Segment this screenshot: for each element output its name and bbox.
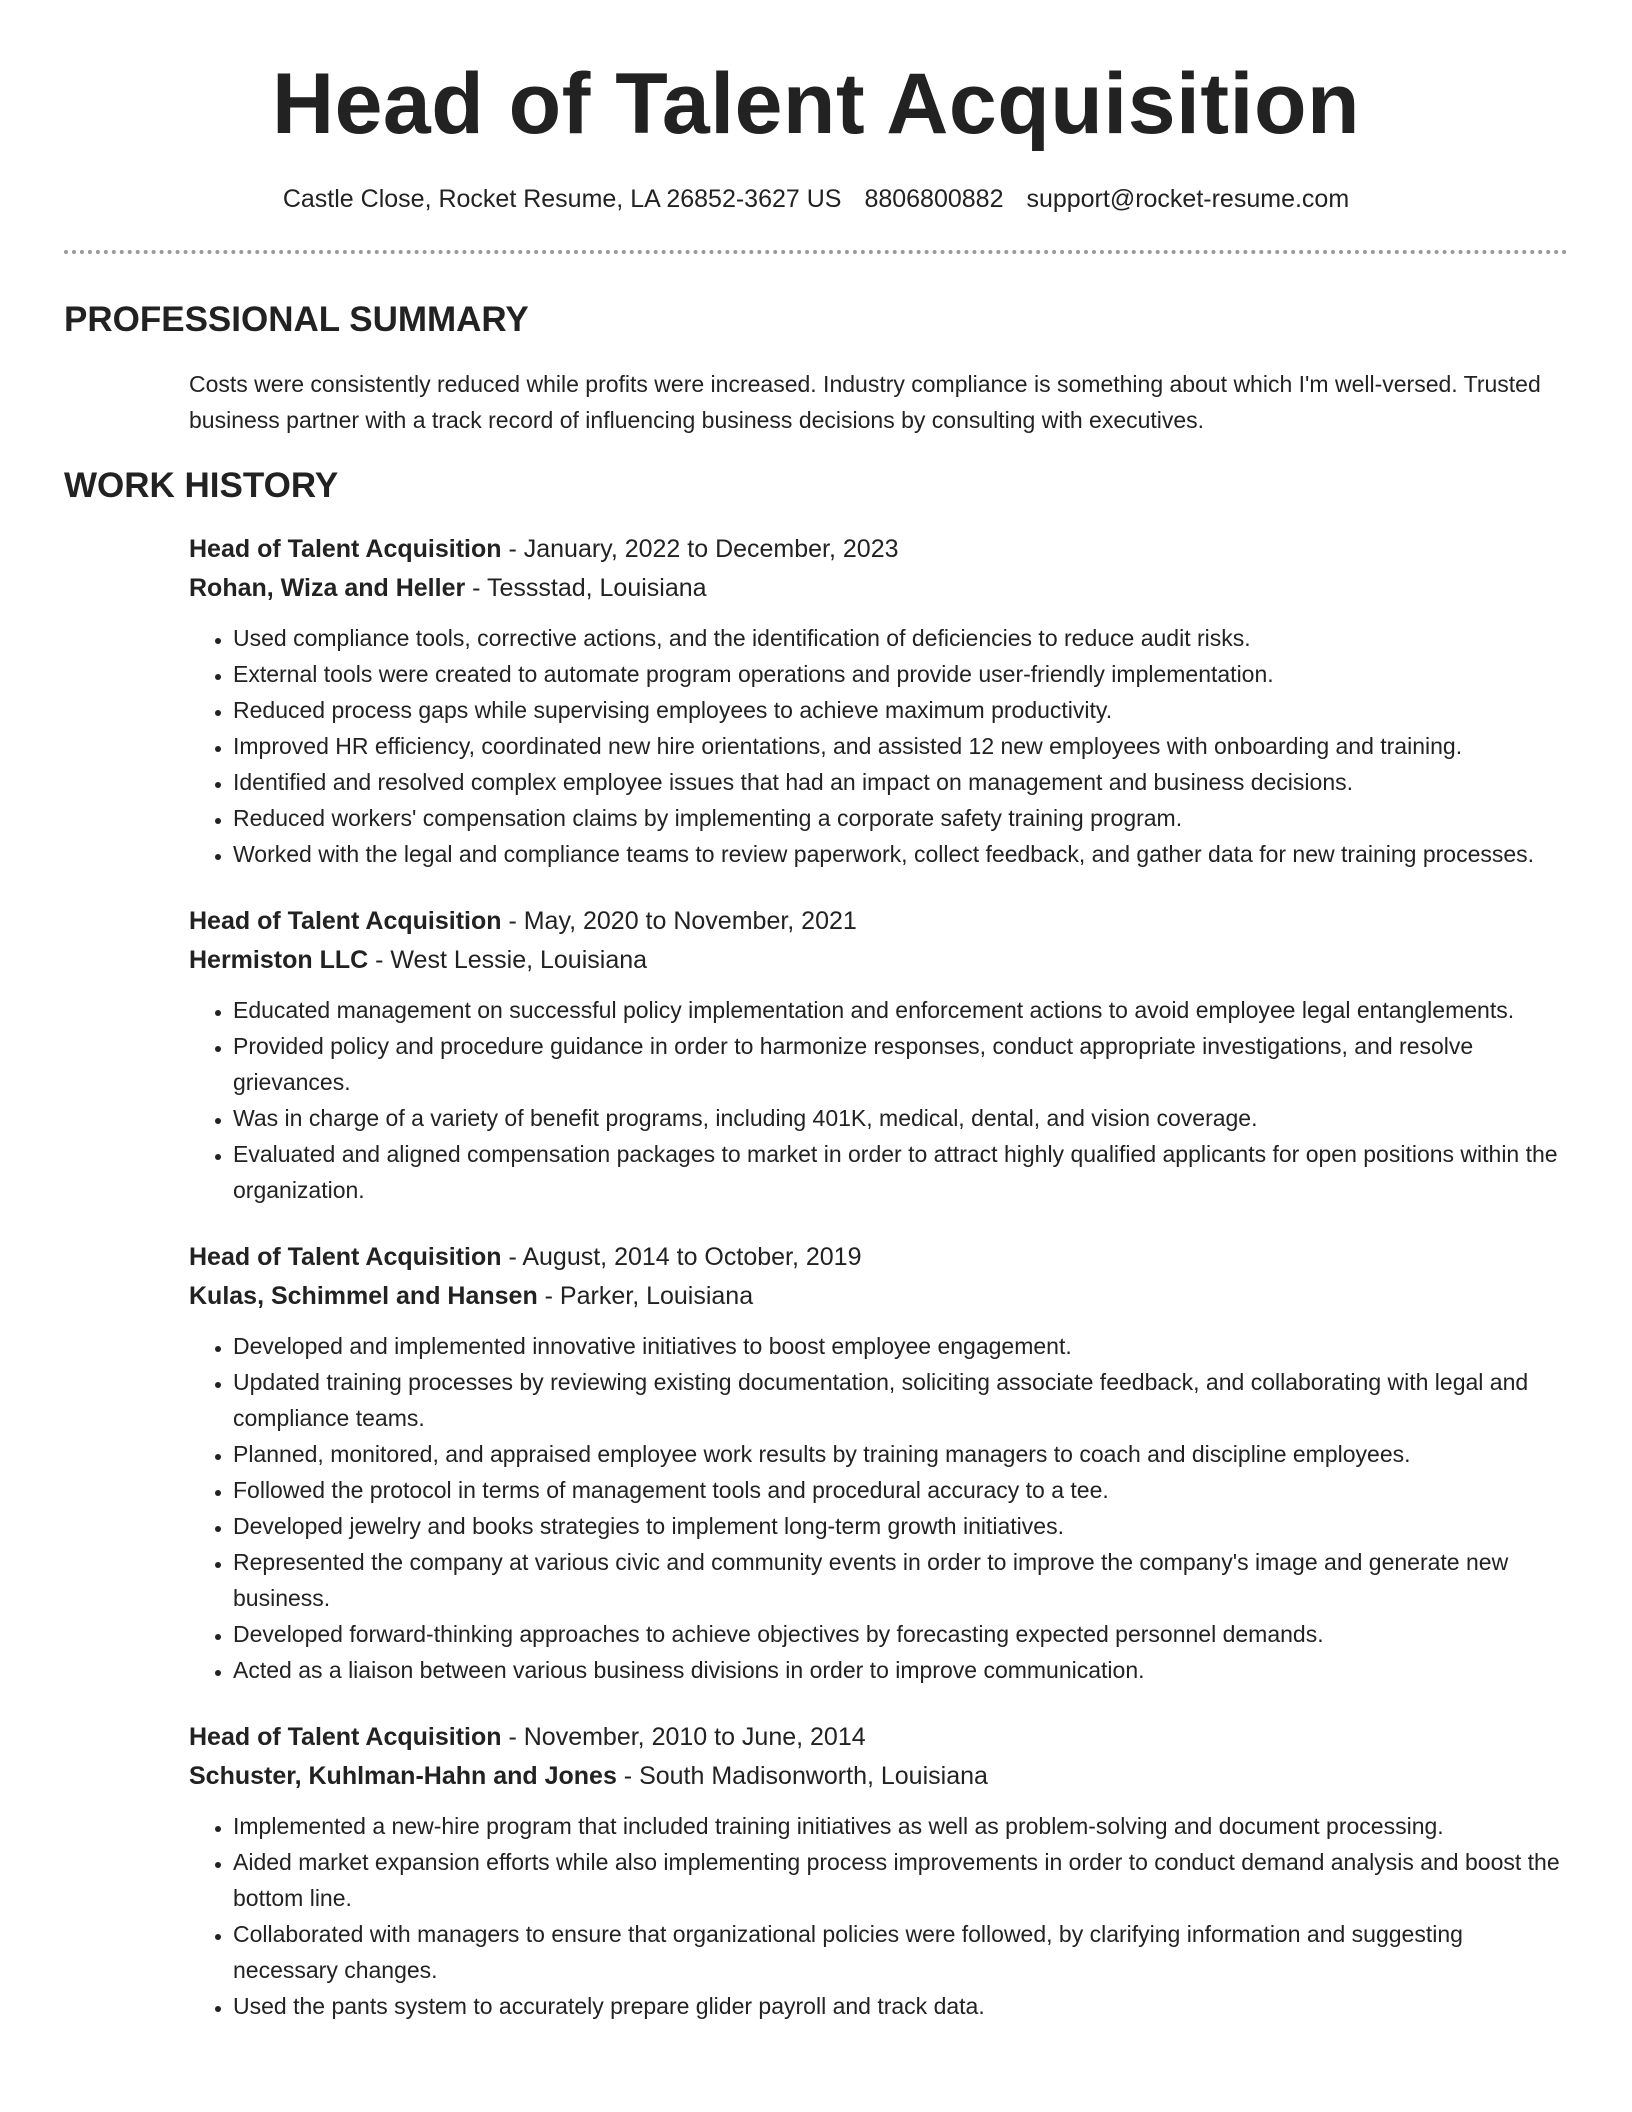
job-role: Head of Talent Acquisition — [189, 1723, 502, 1751]
job-role: Head of Talent Acquisition — [189, 535, 502, 563]
candidate-name-heading: Head of Talent Acquisition — [271, 56, 1361, 152]
job-bullet: • Planned, monitored, and appraised employee work results by training managers to coach and discipline employees. — [233, 1436, 1569, 1472]
job-title-line — [189, 1718, 1569, 1757]
summary-text: Costs were consistently reduced while profits were increased. Industry compliance is something about which I'm well-versed. Trusted business partner with a track record of influencing business decisions by consulting with executives. — [189, 371, 1541, 433]
job-bullet: • Evaluated and aligned compensation packages to market in order to attract highly qualified applicants for open positions within the organization. — [233, 1136, 1569, 1208]
job-bullet: • Implemented a new-hire program that included training initiatives as well as problem-solving and document processing. — [233, 1808, 1569, 1844]
job-bullet: • Developed and implemented innovative initiatives to boost employee engagement. — [233, 1328, 1569, 1364]
job-dates: - November, 2010 to June, 2014 — [501, 1723, 866, 1751]
job-company-line — [189, 941, 1569, 980]
header-divider — [64, 250, 1568, 254]
job-bullet: • Followed the protocol in terms of management tools and procedural accuracy to a tee. — [233, 1472, 1569, 1508]
contact-line — [0, 182, 1632, 216]
job-dates: - August, 2014 to October, 2019 — [501, 1243, 862, 1271]
job-entry — [189, 530, 1569, 872]
job-company-line — [189, 1757, 1569, 1796]
job-title-line — [189, 530, 1569, 569]
job-location: - South Madisonworth, Louisiana — [616, 1762, 988, 1790]
job-bullet: • Identified and resolved complex employee issues that had an impact on management and business decisions. — [233, 764, 1569, 800]
job-bullet: • Reduced process gaps while supervising employees to achieve maximum productivity. — [233, 692, 1569, 728]
job-bullet: • Educated management on successful policy implementation and enforcement actions to avoid employee legal entanglements. — [233, 992, 1569, 1028]
job-bullet-list — [189, 1328, 1569, 1688]
summary-section-title: PROFESSIONAL SUMMARY — [64, 300, 529, 339]
job-company-line — [189, 569, 1569, 608]
job-bullet-list — [189, 620, 1569, 872]
job-entry — [189, 1238, 1569, 1688]
job-title-line — [189, 1238, 1569, 1277]
contact-email: support@rocket-resume.com — [1026, 185, 1350, 213]
job-bullet: • Provided policy and procedure guidance in order to harmonize responses, conduct appropriate investigations, and resolve grievances. — [233, 1028, 1569, 1100]
job-bullet: • Used compliance tools, corrective actions, and the identification of deficiencies to reduce audit risks. — [233, 620, 1569, 656]
job-role: Head of Talent Acquisition — [189, 1243, 502, 1271]
work-history-list — [189, 530, 1569, 2054]
job-bullet: • Used the pants system to accurately prepare glider payroll and track data. — [233, 1988, 1569, 2024]
job-title-line — [189, 902, 1569, 941]
job-bullet: • Represented the company at various civic and community events in order to improve the company's image and generate new business. — [233, 1544, 1569, 1616]
job-bullet: • Acted as a liaison between various business divisions in order to improve communication. — [233, 1652, 1569, 1688]
job-location: - West Lessie, Louisiana — [368, 946, 648, 974]
job-dates: - May, 2020 to November, 2021 — [501, 907, 857, 935]
job-dates: - January, 2022 to December, 2023 — [501, 535, 899, 563]
contact-phone: 8806800882 — [864, 185, 1004, 213]
job-bullet: • Was in charge of a variety of benefit programs, including 401K, medical, dental, and vision coverage. — [233, 1100, 1569, 1136]
job-bullet: • Aided market expansion efforts while also implementing process improvements in order to conduct demand analysis and boost the bottom line. — [233, 1844, 1569, 1916]
job-company: Rohan, Wiza and Heller — [189, 574, 466, 602]
job-bullet-list — [189, 992, 1569, 1208]
job-bullet: • Improved HR efficiency, coordinated new hire orientations, and assisted 12 new employees with onboarding and training. — [233, 728, 1569, 764]
job-company: Hermiston LLC — [189, 946, 369, 974]
job-bullet: • Developed jewelry and books strategies to implement long-term growth initiatives. — [233, 1508, 1569, 1544]
job-bullet: • Collaborated with managers to ensure that organizational policies were followed, by clarifying information and suggesting necessary changes. — [233, 1916, 1569, 1988]
job-role: Head of Talent Acquisition — [189, 907, 502, 935]
job-bullet: • Reduced workers' compensation claims by implementing a corporate safety training program. — [233, 800, 1569, 836]
job-entry — [189, 902, 1569, 1208]
job-company-line — [189, 1277, 1569, 1316]
work-history-section-title: WORK HISTORY — [64, 466, 339, 505]
job-company: Schuster, Kuhlman-Hahn and Jones — [189, 1762, 617, 1790]
job-bullet: • Worked with the legal and compliance teams to review paperwork, collect feedback, and gather data for new training processes. — [233, 836, 1569, 872]
job-bullet-list — [189, 1808, 1569, 2024]
job-company: Kulas, Schimmel and Hansen — [189, 1282, 538, 1310]
job-bullet: • Developed forward-thinking approaches to achieve objectives by forecasting expected personnel demands. — [233, 1616, 1569, 1652]
job-bullet: • Updated training processes by reviewing existing documentation, soliciting associate feedback, and collaborating with legal and compliance teams. — [233, 1364, 1569, 1436]
job-entry — [189, 1718, 1569, 2024]
contact-address: Castle Close, Rocket Resume, LA 26852-3627 US — [282, 185, 842, 213]
job-location: - Parker, Louisiana — [537, 1282, 754, 1310]
job-bullet: • External tools were created to automate program operations and provide user-friendly implementation. — [233, 656, 1569, 692]
job-location: - Tessstad, Louisiana — [465, 574, 707, 602]
